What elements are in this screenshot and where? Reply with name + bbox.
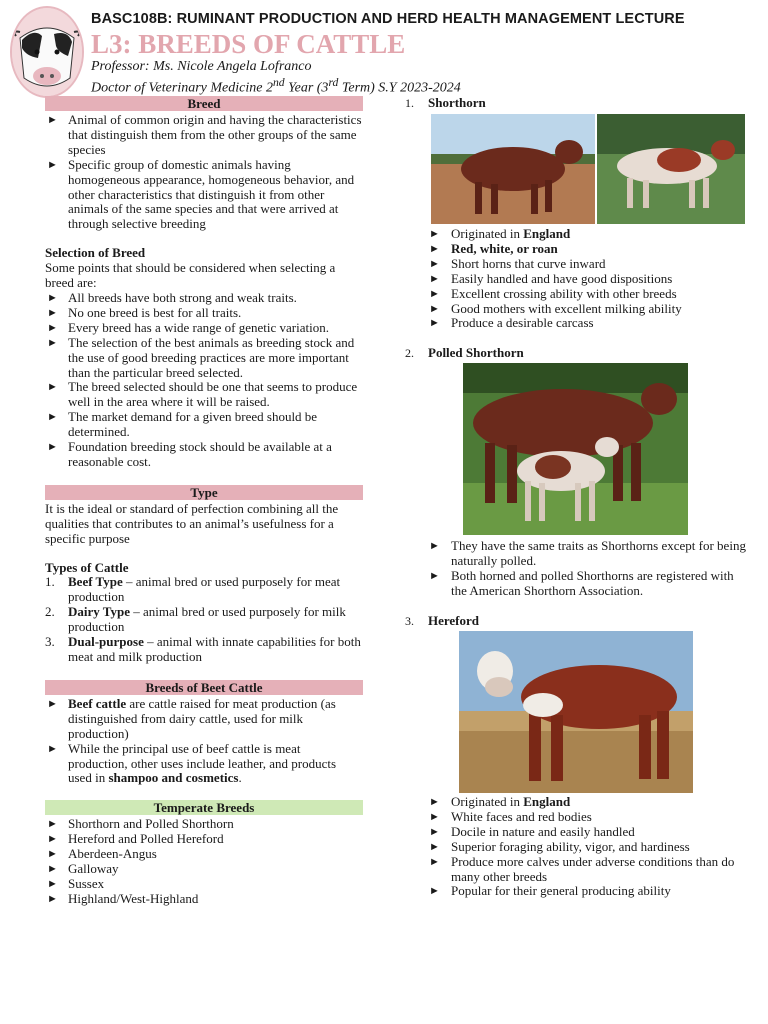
- bullet-icon: ►: [429, 825, 440, 838]
- bullet-icon: ►: [47, 833, 58, 846]
- shorthorn-photo: [431, 114, 745, 224]
- list-item: 1. Beef Type – animal bred or used purposely for meat production: [45, 574, 341, 605]
- list-item: ► The breed selected should be one that seems to produce well in the area where it will be raised.: [47, 379, 358, 410]
- bullet-icon: ►: [429, 272, 440, 285]
- polled-shorthorn-traits-list: [405, 539, 750, 599]
- bullet-icon: ►: [429, 228, 440, 240]
- type-section-heading: Type: [45, 485, 363, 500]
- list-item: ► Specific group of domestic animals having homogeneous appearance, homogeneous behavior, and other characteristics that distinguish it from other animals of the same species and that were arrived at through selective breeding: [47, 156, 355, 232]
- bullet-icon: ►: [429, 795, 440, 808]
- list-item: ► Beef cattle are cattle raised for meat production (as distinguished from dairy cattle, used for milk production): [47, 695, 336, 741]
- hereford-photo: [459, 631, 693, 793]
- types-heading: Types of Cattle: [45, 559, 129, 575]
- list-item: ► Sussex: [47, 875, 105, 891]
- list-item: 2. Dairy Type – animal bred or used purposely for milk production: [45, 604, 346, 635]
- bullet-icon: ►: [429, 840, 440, 853]
- bullet-icon: ►: [47, 863, 58, 876]
- polled-shorthorn-heading: 2. Polled Shorthorn: [405, 345, 524, 361]
- list-item: ► Short horns that curve inward: [429, 255, 606, 271]
- bullet-icon: ►: [47, 848, 58, 861]
- polled-shorthorn-photo: [463, 363, 688, 535]
- selection-list: [45, 291, 363, 470]
- bullet-icon: ►: [47, 291, 58, 304]
- list-item: ► All breeds have both strong and weak traits.: [47, 289, 297, 305]
- list-item: ► The selection of the best animals as breeding stock and the use of good breeding practices are more important than the particular breed selected.: [47, 334, 355, 380]
- lecture-title: L3: BREEDS OF CATTLE: [91, 29, 406, 59]
- bullet-icon: ►: [429, 570, 440, 583]
- list-item: ► They have the same traits as Shorthorns except for being naturally polled.: [429, 538, 746, 569]
- bullet-icon: ►: [429, 540, 440, 553]
- program-line: Doctor of Veterinary Medicine 2nd Year (3rd Term) S.Y 2023-2024: [91, 76, 461, 96]
- bullet-icon: ►: [429, 810, 440, 823]
- shorthorn-heading: 1. Shorthorn: [405, 95, 486, 110]
- bullet-icon: ►: [47, 892, 58, 905]
- bullet-icon: ►: [47, 114, 58, 126]
- beef-cattle-list: [45, 697, 363, 786]
- bullet-icon: ►: [429, 302, 440, 315]
- bullet-icon: ►: [429, 257, 440, 270]
- type-definition: It is the ideal or standard of perfection combining all the qualities that contributes to an animal’s usefulness for a specific purpose: [45, 500, 339, 546]
- list-item: ► No one breed is best for all traits.: [47, 304, 242, 320]
- list-item: ► Produce more calves under adverse conditions than do many other breeds: [429, 853, 735, 884]
- list-item: ► Produce a desirable carcass: [429, 315, 594, 331]
- bullet-icon: ►: [429, 317, 440, 330]
- list-item: ► Both horned and polled Shorthorns are registered with the American Shorthorn Association.: [429, 568, 734, 599]
- shorthorn-traits-list: [405, 227, 750, 331]
- list-item: ► Every breed has a wide range of genetic variation.: [47, 319, 329, 335]
- bullet-icon: ►: [47, 441, 58, 454]
- list-item: ► Galloway: [47, 861, 119, 877]
- professor-line: Professor: Ms. Nicole Angela Lofranco: [91, 59, 312, 74]
- bullet-icon: ►: [429, 242, 440, 255]
- bullet-icon: ►: [429, 287, 440, 300]
- bullet-icon: ►: [47, 411, 58, 424]
- left-column: [45, 96, 363, 907]
- list-item: ► White faces and red bodies: [429, 808, 592, 824]
- breed-definition-list: [45, 113, 363, 232]
- bullet-icon: ►: [47, 877, 58, 890]
- temperate-breeds-list: [45, 817, 363, 906]
- list-item: ► Hereford and Polled Hereford: [47, 831, 224, 847]
- list-item: ► Red, white, or roan: [429, 240, 558, 256]
- list-item: ► Foundation breeding stock should be available at a reasonable cost.: [47, 439, 332, 469]
- list-item: ► Good mothers with excellent milking ability: [429, 300, 682, 316]
- list-item: ► Aberdeen-Angus: [47, 846, 157, 862]
- list-item: ► Shorthorn and Polled Shorthorn: [47, 816, 234, 832]
- list-item: ► Originated in England: [429, 793, 571, 809]
- course-title: BASC108B: RUMINANT PRODUCTION AND HERD HEALTH MANAGEMENT LECTURE: [91, 11, 685, 27]
- bullet-icon: ►: [47, 336, 58, 349]
- list-item: ► Popular for their general producing ability: [429, 883, 671, 899]
- list-item: 3. Dual-purpose – animal with innate capabilities for both meat and milk production: [45, 634, 361, 664]
- list-item: ► Easily handled and have good dispositions: [429, 270, 673, 286]
- bullet-icon: ►: [47, 381, 58, 394]
- temperate-breeds-heading: Temperate Breeds: [45, 800, 363, 815]
- selection-intro: Some points that should be considered when selecting a breed are:: [45, 260, 336, 291]
- cow-logo-icon: [10, 6, 84, 98]
- bullet-icon: ►: [47, 158, 58, 171]
- list-item: ► Superior foraging ability, vigor, and hardiness: [429, 838, 690, 854]
- list-item: ► Originated in England: [429, 226, 571, 241]
- types-list: [45, 575, 363, 664]
- list-item: ► Animal of common origin and having the characteristics that distinguish them from the other groups of the same species: [47, 112, 362, 157]
- bullet-icon: ►: [47, 818, 58, 831]
- right-column: [405, 96, 750, 899]
- hereford-heading: 3. Hereford: [405, 612, 480, 628]
- bullet-icon: ►: [47, 697, 58, 710]
- list-item: ► Highland/West-Highland: [47, 890, 199, 906]
- bullet-icon: ►: [47, 742, 58, 755]
- list-item: ► Docile in nature and easily handled: [429, 823, 635, 839]
- list-item: ► The market demand for a given breed should be determined.: [47, 409, 318, 440]
- selection-heading: Selection of Breed: [45, 245, 146, 261]
- hereford-traits-list: [405, 795, 750, 899]
- bullet-icon: ►: [47, 306, 58, 319]
- bullet-icon: ►: [47, 321, 58, 334]
- bullet-icon: ►: [429, 855, 440, 868]
- bullet-icon: ►: [429, 885, 440, 898]
- breed-section-heading: Breed: [45, 96, 363, 111]
- list-item: ► Excellent crossing ability with other breeds: [429, 285, 677, 301]
- beef-cattle-section-heading: Breeds of Beet Cattle: [45, 680, 363, 695]
- list-item: ► While the principal use of beef cattle is meat production, other uses include leather, and products used in shampoo and cosmetics.: [47, 740, 337, 786]
